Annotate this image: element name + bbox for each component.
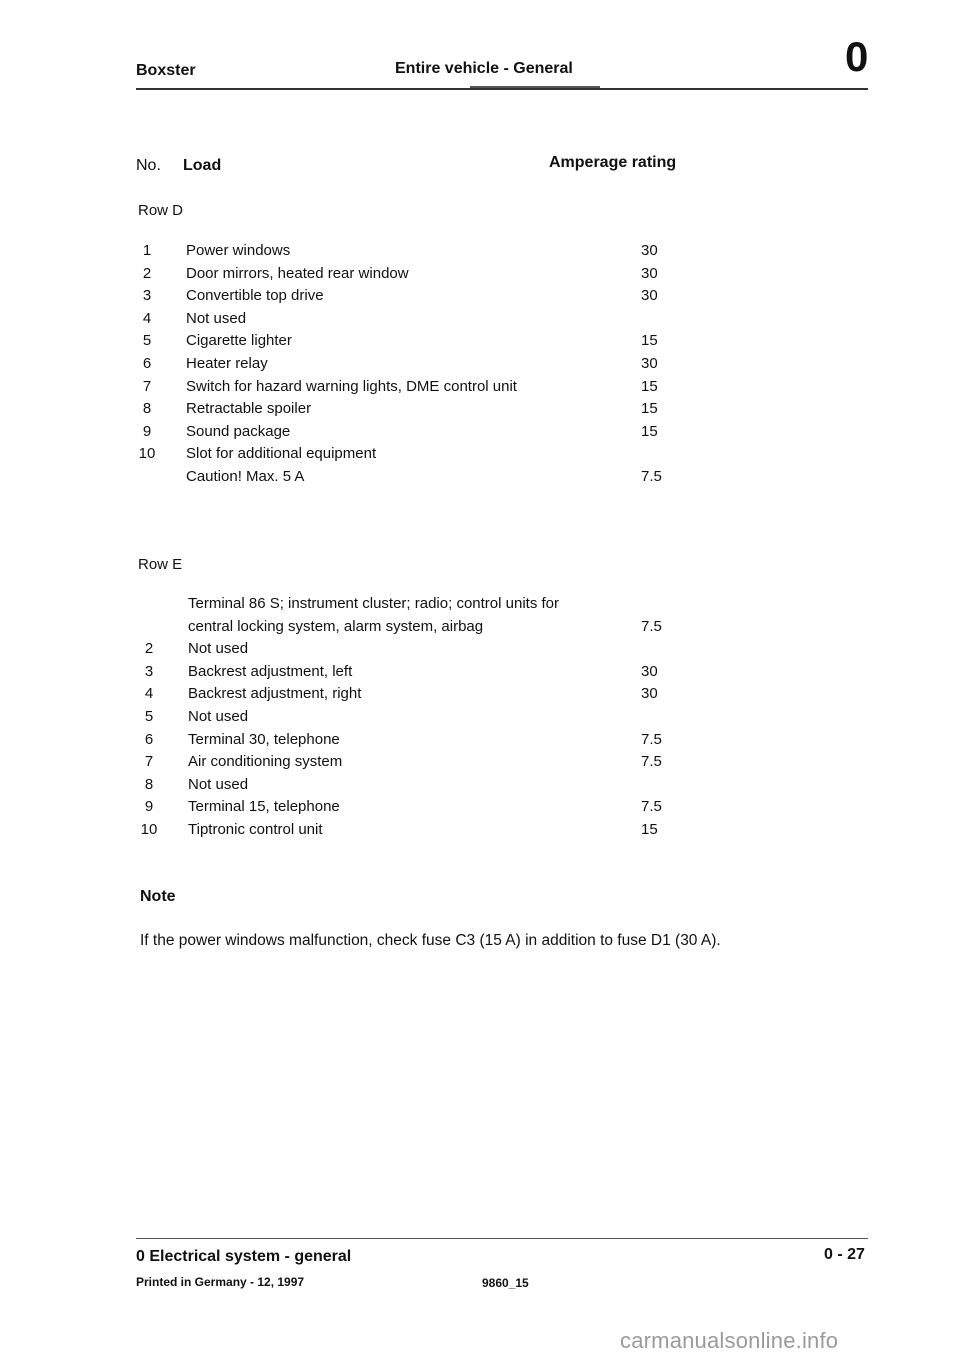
- fuse-number: 4: [144, 685, 154, 703]
- fuse-number: 6: [144, 730, 154, 748]
- fuse-number: 7: [144, 753, 154, 771]
- fuse-number: 2: [142, 264, 152, 282]
- footer-document-code: 9860_15: [482, 1276, 529, 1290]
- footer-divider: [136, 1238, 868, 1239]
- fuse-number: 8: [144, 775, 154, 793]
- fuse-load: Switch for hazard warning lights, DME control unit: [186, 377, 517, 395]
- fuse-amperage: 15: [641, 821, 658, 838]
- fuse-amperage: 15: [641, 332, 658, 350]
- table-row: [0, 595, 960, 617]
- row-d-label: Row D: [138, 202, 184, 219]
- table-row: [0, 685, 960, 707]
- fuse-amperage: 7.5: [641, 730, 662, 748]
- table-row: [0, 640, 960, 662]
- fuse-amperage: 7.5: [641, 468, 662, 485]
- note-title: Note: [140, 888, 176, 905]
- table-row: [0, 378, 960, 400]
- fuse-amperage: 30: [641, 242, 658, 259]
- fuse-number: 9: [142, 422, 152, 440]
- table-row: [0, 332, 960, 354]
- fuse-number: 2: [144, 640, 154, 658]
- fuse-load: Terminal 30, telephone: [188, 730, 340, 748]
- fuse-amperage: 30: [641, 662, 658, 680]
- fuse-load: Air conditioning system: [188, 753, 343, 771]
- table-row: [0, 242, 960, 264]
- header-divider: [136, 88, 868, 90]
- fuse-number: 3: [142, 287, 152, 305]
- table-row: [0, 355, 960, 377]
- fuse-number: 7: [142, 377, 152, 395]
- fuse-load: Heater relay: [186, 355, 268, 372]
- table-row: [0, 776, 960, 798]
- table-row: [0, 708, 960, 730]
- fuse-load: Not used: [186, 309, 247, 327]
- fuse-load: Caution! Max. 5 A: [186, 468, 305, 485]
- fuse-amperage: 30: [641, 685, 658, 703]
- fuse-load: central locking system, alarm system, airbag: [188, 617, 484, 635]
- fuse-load: Sound package: [186, 422, 291, 440]
- fuse-load: Tiptronic control unit: [188, 821, 323, 838]
- fuse-amperage: 30: [641, 355, 658, 372]
- fuse-number: 10: [140, 821, 158, 838]
- table-row: [0, 310, 960, 332]
- fuse-amperage: 15: [641, 400, 658, 418]
- header-section-number: 0: [845, 33, 869, 80]
- header-title: Entire vehicle - General: [395, 60, 573, 77]
- fuse-load: Not used: [188, 640, 249, 658]
- footer-section-title: 0 Electrical system - general: [136, 1248, 352, 1265]
- fuse-load: Retractable spoiler: [186, 400, 312, 418]
- fuse-amperage: 7.5: [641, 753, 662, 771]
- fuse-number: 5: [144, 708, 154, 725]
- column-load-heading: Load: [183, 157, 222, 174]
- column-amperage-heading: Amperage rating: [549, 154, 677, 171]
- header-model: Boxster: [136, 62, 196, 79]
- fuse-load: Not used: [188, 775, 249, 793]
- watermark-text: carmanualsonline.info: [620, 1328, 839, 1353]
- fuse-amperage: 15: [641, 377, 658, 395]
- fuse-load: Slot for additional equipment: [186, 445, 377, 463]
- fuse-number: 3: [144, 662, 154, 680]
- fuse-load: Cigarette lighter: [186, 332, 292, 350]
- footer-print-info: Printed in Germany - 12, 1997: [136, 1275, 305, 1289]
- fuse-number: 9: [144, 798, 154, 816]
- fuse-load: Power windows: [186, 242, 291, 259]
- fuse-load: Terminal 86 S; instrument cluster; radio; control units for: [188, 595, 559, 612]
- fuse-number: 1: [142, 242, 152, 259]
- fuse-load: Backrest adjustment, left: [188, 662, 353, 680]
- fuse-number: 6: [142, 355, 152, 372]
- table-row: [0, 753, 960, 775]
- table-row: [0, 731, 960, 753]
- fuse-amperage: 30: [641, 287, 658, 305]
- row-e-label: Row E: [138, 556, 183, 573]
- footer-page-number: 0 - 27: [824, 1246, 865, 1263]
- fuse-load: Convertible top drive: [186, 287, 324, 305]
- table-row: [0, 618, 960, 640]
- fuse-number: 10: [138, 445, 156, 463]
- fuse-load: Door mirrors, heated rear window: [186, 264, 409, 282]
- table-row: [0, 663, 960, 685]
- table-row: [0, 400, 960, 422]
- fuse-number: 8: [142, 400, 152, 418]
- note-text: If the power windows malfunction, check fuse C3 (15 A) in addition to fuse D1 (30 A).: [140, 932, 721, 949]
- table-row: [0, 468, 960, 490]
- table-row: [0, 423, 960, 445]
- table-row: [0, 798, 960, 820]
- column-no-heading: No.: [136, 157, 161, 174]
- fuse-number: 5: [142, 332, 152, 350]
- fuse-amperage: 7.5: [641, 798, 662, 816]
- fuse-amperage: 15: [641, 422, 658, 440]
- fuse-amperage: 30: [641, 264, 658, 282]
- fuse-load: Not used: [188, 708, 249, 725]
- fuse-load: Terminal 15, telephone: [188, 798, 340, 816]
- fuse-load: Backrest adjustment, right: [188, 685, 362, 703]
- table-row: [0, 821, 960, 843]
- fuse-amperage: 7.5: [641, 617, 662, 635]
- header-divider-accent: [470, 86, 600, 88]
- table-row: [0, 287, 960, 309]
- fuse-number: 4: [142, 309, 152, 327]
- table-row: [0, 265, 960, 287]
- table-row: [0, 445, 960, 467]
